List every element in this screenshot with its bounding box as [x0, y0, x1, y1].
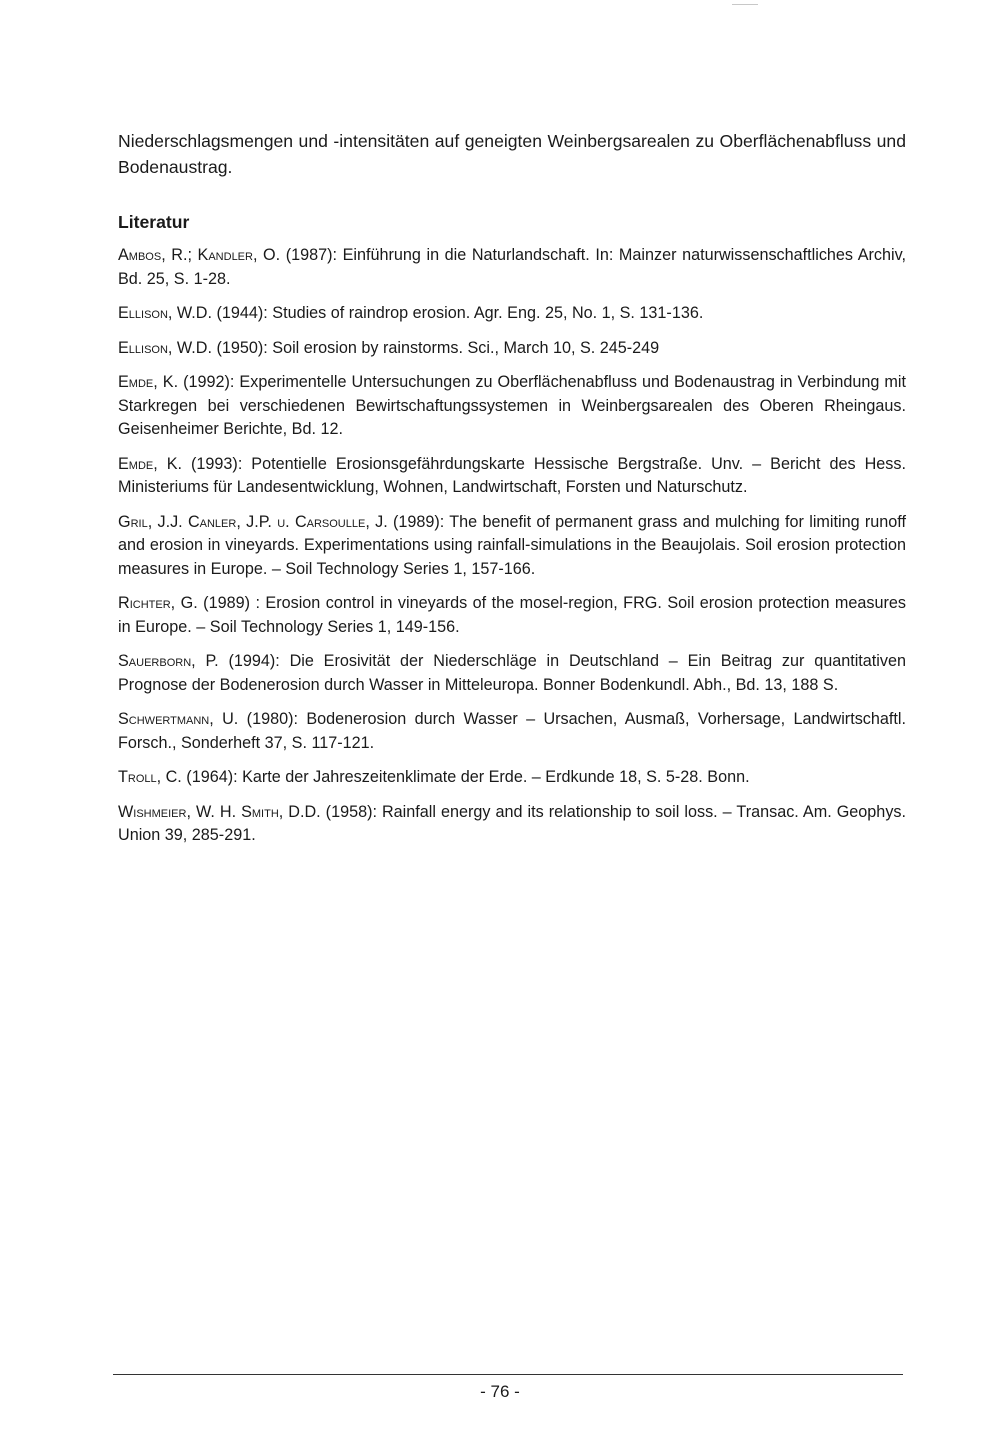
reference-item	[118, 766, 906, 790]
reference-text: (1989): The benefit of permanent grass and mulching for limiting runoff and erosion in vineyards. Experimentations using rainfall-simulations in the Beaujolais. Soil erosion protection measures in Europe. – Soil Technology Series 1, 157-166.	[118, 512, 906, 578]
reference-authors: Ambos, R.; Kandler, O.	[118, 246, 281, 264]
section-heading: Literatur	[118, 212, 190, 232]
reference-authors: Schwertmann, U.	[118, 710, 239, 728]
reference-authors: Troll, C.	[118, 768, 182, 786]
reference-text: (1944): Studies of raindrop erosion. Agr. Eng. 25, No. 1, S. 131-136.	[212, 304, 704, 322]
reference-authors: Wishmeier, W. H. Smith, D.D.	[118, 802, 321, 821]
reference-item	[118, 592, 906, 639]
reference-item	[118, 511, 906, 582]
reference-item	[118, 244, 906, 291]
reference-text: (1989) : Erosion control in vineyards of the mosel-region, FRG. Soil erosion protection measures in Europe. – Soil Technology Series 1, 149-156.	[118, 594, 906, 636]
reference-item	[118, 650, 906, 697]
reference-text: (1994): Die Erosivität der Niederschläge in Deutschland – Ein Beitrag zur quantitativen Prognose der Bodenerosion durch Wasser in Mitteleuropa. Bonner Bodenkundl. Abh., Bd. 13, 188 S.	[118, 652, 906, 694]
reference-text: (1980): Bodenerosion durch Wasser – Ursachen, Ausmaß, Vorhersage, Landwirtschaftl. Forsch., Sonderheft 37, S. 117-121.	[118, 710, 906, 752]
reference-list	[118, 244, 906, 859]
reference-item	[118, 453, 906, 500]
reference-authors: Emde, K.	[118, 454, 183, 473]
reference-text: (1992): Experimentelle Untersuchungen zu Oberflächenabfluss und Bodenaustrag in Verbindung mit Starkregen bei verschiedenen Bewirtschaftungssystemen in Weinbergsarealen des Oberen Rheingaus. Geisenheimer Berichte, Bd. 12.	[118, 373, 907, 438]
reference-item	[118, 801, 906, 848]
footer-divider	[113, 1374, 903, 1375]
reference-text: (1950): Soil erosion by rainstorms. Sci., March 10, S. 245-249	[212, 338, 660, 357]
intro-paragraph: Niederschlagsmengen und -intensitäten auf geneigten Weinbergsarealen zu Oberflächenabfluss und Bodenaustrag.	[118, 131, 906, 177]
reference-authors: Sauerborn, P.	[118, 652, 219, 670]
reference-text: (1958): Rainfall energy and its relationship to soil loss. – Transac. Am. Geophys. Union 39, 285-291.	[118, 802, 906, 844]
reference-authors: Gril, J.J. Canler, J.P. u. Carsoulle, J.	[118, 512, 388, 531]
reference-authors: Richter, G.	[118, 594, 198, 612]
reference-item	[118, 371, 906, 442]
reference-text: (1987): Einführung in die Naturlandschaft. In: Mainzer naturwissenschaftliches Archiv, Bd. 25, S. 1-28.	[118, 246, 906, 288]
reference-item	[118, 302, 906, 326]
reference-authors: Ellison, W.D.	[118, 338, 212, 357]
reference-text: (1993): Potentielle Erosionsgefährdungskarte Hessische Bergstraße. Unv. – Bericht des Hess. Ministeriums für Landesentwicklung, Wohnen, Landwirtschaft, Forsten und Naturschutz.	[118, 454, 906, 496]
reference-item	[118, 708, 906, 755]
reference-text: (1964): Karte der Jahreszeitenklimate der Erde. – Erdkunde 18, S. 5-28. Bonn.	[181, 768, 750, 786]
page-number: - 76 -	[480, 1382, 520, 1401]
top-edge-mark	[732, 4, 758, 5]
reference-authors: Ellison, W.D.	[118, 304, 212, 322]
reference-item	[118, 337, 906, 361]
reference-authors: Emde, K.	[118, 373, 179, 391]
